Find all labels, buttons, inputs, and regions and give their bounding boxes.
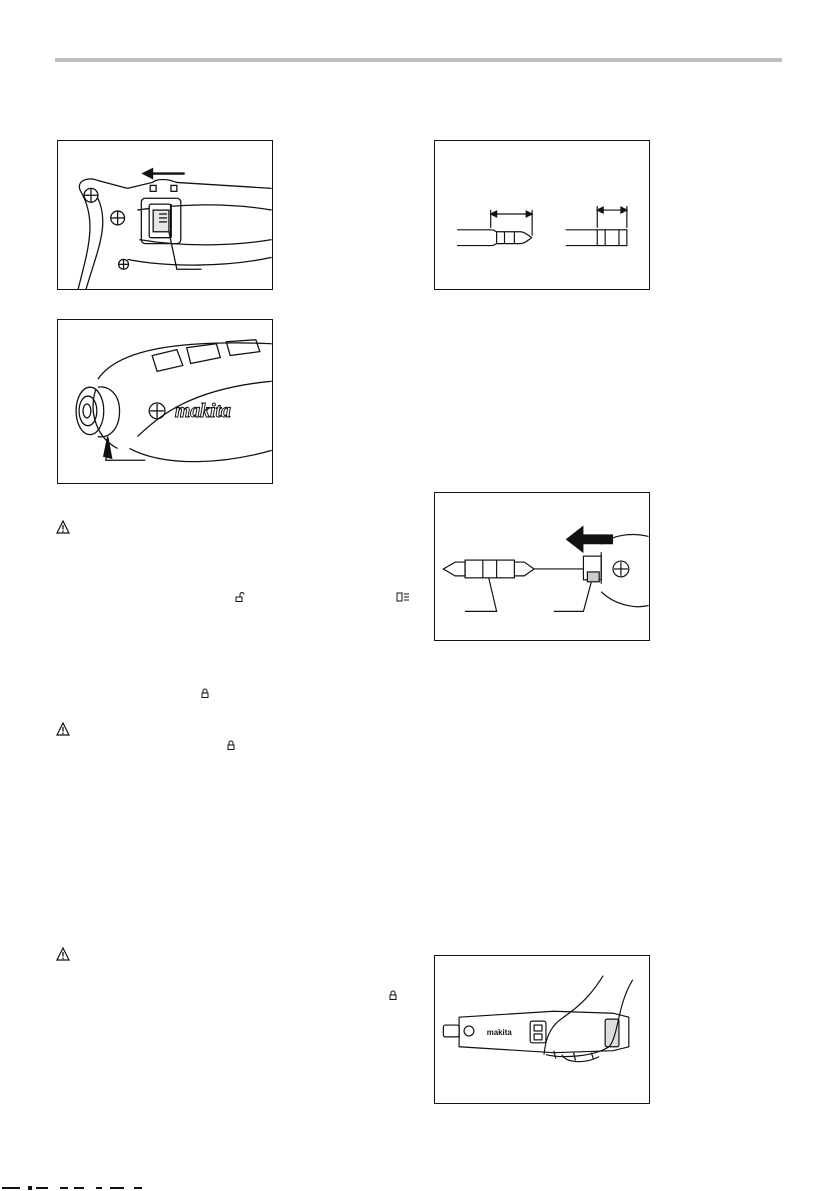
hand-grip-icon [435, 956, 649, 1103]
lock-icon [226, 740, 236, 750]
makita-tool-icon [58, 320, 272, 483]
warning-triangle-icon [56, 520, 70, 534]
switch-lever-figure [57, 140, 273, 290]
warning-triangle-icon [56, 722, 70, 736]
cropped-footer-fragment [0, 1184, 160, 1191]
bit-size-icon [435, 141, 649, 289]
makita-small-logo: makita [486, 1027, 512, 1037]
warning-triangle-icon [56, 947, 70, 961]
makita-logo: makita [174, 399, 231, 422]
lock-icon [200, 688, 210, 698]
lamp-switch-lever-icon [58, 141, 272, 289]
unlock-icon [235, 592, 245, 602]
bit-install-figure [434, 492, 650, 641]
bit-insert-icon [435, 493, 649, 640]
hand-holding-tool-figure [434, 955, 650, 1104]
bit-dimensions-figure [434, 140, 650, 290]
tool-front-lamp-figure [57, 319, 273, 484]
lock-icon [388, 990, 398, 1000]
lamp-icon [396, 592, 410, 602]
header-rule [55, 58, 782, 62]
